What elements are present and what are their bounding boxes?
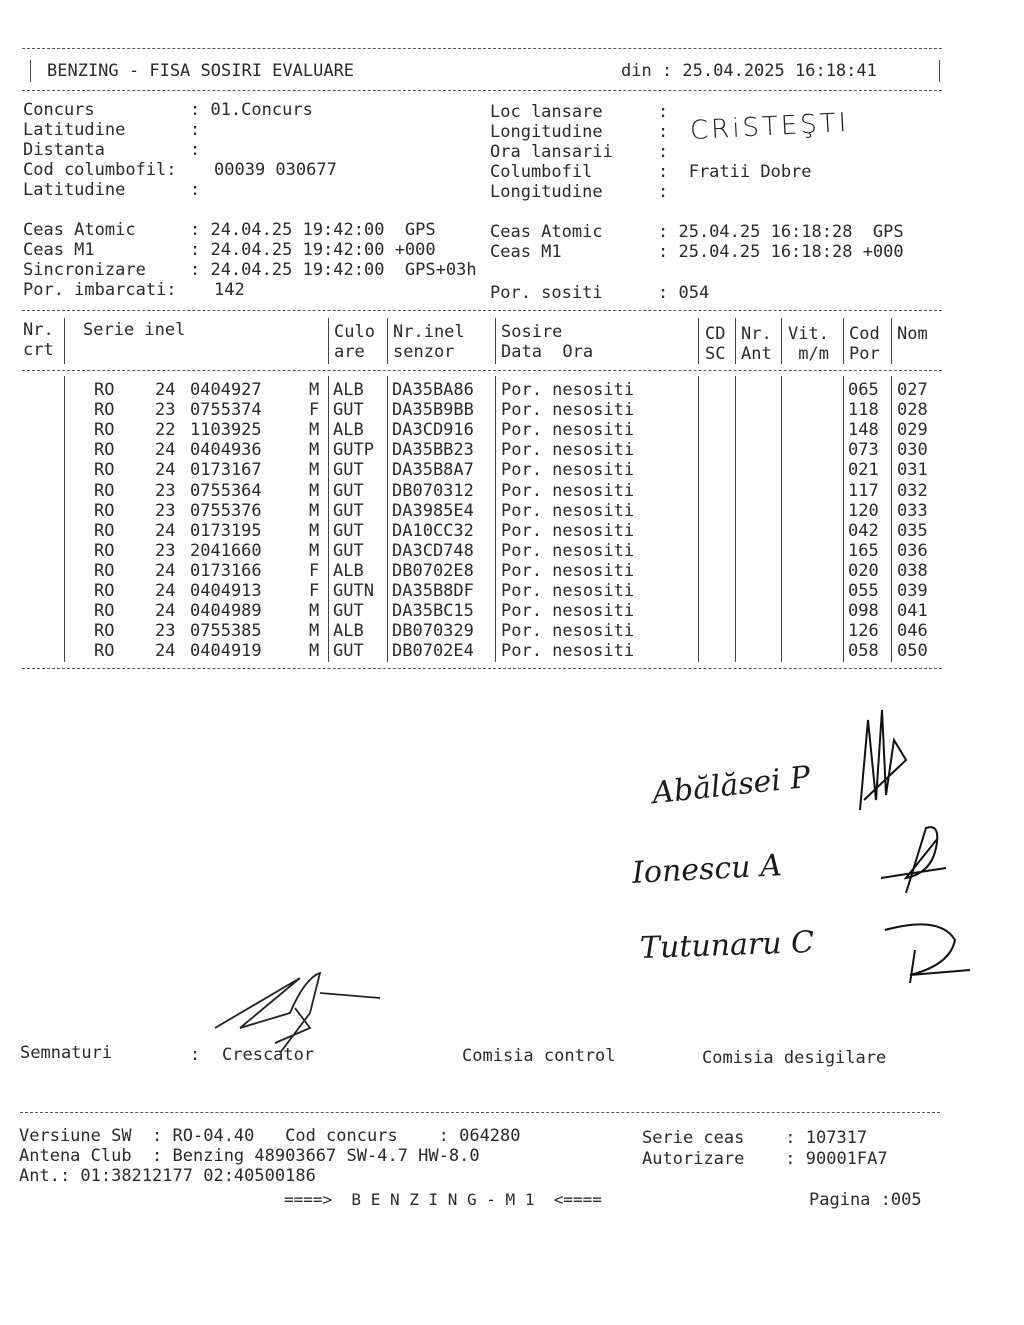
cell-ring-number: 0755385 — [190, 621, 262, 642]
cell-sex: M — [309, 500, 320, 521]
cell-ring-year: 24 — [155, 601, 176, 622]
cell-sensor-ring: DB0702E4 — [392, 641, 474, 662]
cell-ring-year: 23 — [155, 480, 176, 501]
top-border — [22, 48, 942, 49]
signature-scribble-2 — [876, 818, 956, 898]
cell-cod-por: 165 — [848, 540, 879, 561]
cell-cod-por: 117 — [848, 480, 879, 501]
cell-ring-country: RO — [94, 581, 115, 601]
footer-line-2-right: Autorizare : 90001FA7 — [642, 1149, 888, 1169]
cell-ring-number: 0755374 — [190, 400, 262, 421]
info-label: Loc lansare — [490, 102, 603, 122]
cell-arrival-status: Por. nesositi — [501, 520, 635, 541]
col-header-color: are — [334, 342, 365, 362]
cell-ring-country: RO — [94, 560, 115, 581]
cell-cod-por: 065 — [848, 380, 879, 400]
cell-arrival-status: Por. nesositi — [501, 400, 635, 421]
title-frame-left — [30, 60, 31, 82]
cell-sensor-ring: DA35BC15 — [392, 601, 474, 622]
cell-ring-number: 0173167 — [190, 460, 262, 481]
footer-line-2-left: Antena Club : Benzing 48903667 SW-4.7 HW-8.0 — [19, 1146, 480, 1166]
cell-nom: 050 — [897, 641, 928, 662]
cell-color: ALB — [333, 420, 364, 441]
cell-sensor-ring: DB0702E8 — [392, 560, 474, 581]
table-row — [0, 501, 1024, 521]
cell-ring-country: RO — [94, 460, 115, 481]
col-sep — [387, 318, 388, 364]
cell-sex: F — [309, 400, 320, 421]
col-sep — [891, 318, 892, 364]
footer-separator — [20, 1112, 940, 1113]
cell-cod-por: 118 — [848, 400, 879, 421]
cell-ring-year: 23 — [155, 540, 176, 561]
cell-ring-number: 0404936 — [190, 440, 262, 461]
cell-ring-country: RO — [94, 520, 115, 541]
footer-line-1-right: Serie ceas : 107317 — [642, 1128, 868, 1148]
table-top-border — [22, 310, 942, 311]
cell-ring-country: RO — [94, 641, 115, 662]
col-header-cdsc: CD — [705, 324, 726, 344]
table-row — [0, 460, 1024, 480]
cell-arrival-status: Por. nesositi — [501, 440, 635, 461]
cell-color: GUT — [333, 480, 364, 501]
col-sep — [495, 318, 496, 364]
clock-value: 142 — [214, 280, 245, 300]
cell-ring-year: 23 — [155, 400, 176, 421]
cell-nom: 033 — [897, 500, 928, 521]
cell-cod-por: 126 — [848, 621, 879, 642]
clock-value: : 054 — [658, 283, 710, 303]
info-label: Concurs — [23, 100, 95, 120]
table-row — [0, 420, 1024, 440]
cell-arrival-status: Por. nesositi — [501, 500, 635, 521]
cell-nom: 032 — [897, 480, 928, 501]
cell-cod-por: 148 — [848, 420, 879, 441]
table-row — [0, 541, 1024, 561]
clock-value: : 25.04.25 16:18:28 +000 — [658, 242, 904, 262]
cell-sex: F — [309, 581, 320, 601]
cell-ring-country: RO — [94, 601, 115, 622]
table-row — [0, 440, 1024, 460]
report-title: BENZING - FISA SOSIRI EVALUARE — [47, 61, 355, 81]
cell-sensor-ring: DB070329 — [392, 621, 474, 642]
cell-sex: M — [309, 601, 320, 622]
cell-color: ALB — [333, 560, 364, 581]
handwritten-name: Ionescu A — [631, 848, 783, 891]
cell-ring-number: 2041660 — [190, 540, 262, 561]
cell-arrival-status: Por. nesositi — [501, 601, 635, 622]
table-row — [0, 380, 1024, 400]
clock-label: Ceas M1 — [23, 240, 95, 260]
col-header-arrival: Data Ora — [501, 342, 594, 362]
cell-nom: 030 — [897, 440, 928, 461]
info-label: Distanta — [23, 140, 105, 160]
info-label: Cod columbofil: — [23, 160, 177, 180]
cell-nom: 038 — [897, 560, 928, 581]
handwritten-name: Abălăsei P — [650, 759, 813, 812]
col-sep — [781, 318, 782, 364]
cell-ring-year: 24 — [155, 560, 176, 581]
cell-ring-country: RO — [94, 380, 115, 400]
col-header-cod: Por — [849, 344, 880, 364]
col-header-sensor: Nr.inel — [393, 322, 465, 342]
cell-arrival-status: Por. nesositi — [501, 581, 635, 601]
cell-sensor-ring: DA35B9BB — [392, 400, 474, 421]
cell-arrival-status: Por. nesositi — [501, 460, 635, 481]
table-row — [0, 581, 1024, 601]
signature-scribble-3 — [880, 915, 975, 985]
col-sep — [698, 318, 699, 364]
clock-value: : 25.04.25 16:18:28 GPS — [658, 222, 904, 242]
col-header-speed: Vit. — [788, 324, 829, 344]
cell-ring-year: 22 — [155, 420, 176, 441]
col-header-speed: m/m — [788, 344, 829, 364]
cell-color: GUT — [333, 540, 364, 561]
col-header-nom: Nom — [897, 324, 928, 344]
signature-unseal-label: Comisia desigilare — [702, 1048, 887, 1068]
info-label: Latitudine — [23, 180, 126, 200]
cell-nom: 039 — [897, 581, 928, 601]
cell-arrival-status: Por. nesositi — [501, 540, 635, 561]
col-header-sensor: senzor — [393, 342, 455, 362]
cell-ring-number: 0404989 — [190, 601, 262, 622]
info-value: 00039 030677 — [214, 160, 337, 180]
cell-sex: F — [309, 560, 320, 581]
col-header-nrant: Ant — [741, 344, 772, 364]
cell-ring-country: RO — [94, 540, 115, 561]
clock-label: Por. sositi — [490, 283, 603, 303]
cell-ring-year: 24 — [155, 440, 176, 461]
cell-cod-por: 073 — [848, 440, 879, 461]
cell-sensor-ring: DA3CD916 — [392, 420, 474, 441]
info-value: : — [190, 180, 201, 200]
cell-ring-country: RO — [94, 420, 115, 441]
title-frame-right — [939, 60, 940, 82]
cell-color: GUT — [333, 500, 364, 521]
cell-ring-number: 0404913 — [190, 581, 262, 601]
cell-ring-country: RO — [94, 400, 115, 421]
cell-arrival-status: Por. nesositi — [501, 380, 635, 400]
clock-value: : 24.04.25 19:42:00 GPS+03h — [190, 260, 477, 280]
table-row — [0, 601, 1024, 621]
signatures-label: Semnaturi — [20, 1043, 113, 1063]
cell-sensor-ring: DA35BA86 — [392, 380, 474, 400]
cell-sex: M — [309, 460, 320, 481]
footer-banner: ====> B E N Z I N G - M 1 <==== — [284, 1190, 602, 1209]
info-value: : 01.Concurs — [190, 100, 313, 120]
report-datetime: din : 25.04.2025 16:18:41 — [621, 61, 877, 81]
cell-color: GUT — [333, 460, 364, 481]
cell-color: GUTP — [333, 440, 374, 461]
cell-cod-por: 055 — [848, 581, 879, 601]
cell-ring-year: 24 — [155, 380, 176, 400]
cell-sensor-ring: DA10CC32 — [392, 520, 474, 541]
clock-label: Ceas M1 — [490, 242, 562, 262]
cell-arrival-status: Por. nesositi — [501, 480, 635, 501]
table-row — [0, 561, 1024, 581]
col-sep — [735, 318, 736, 364]
cell-nom: 046 — [897, 621, 928, 642]
cell-ring-number: 0755376 — [190, 500, 262, 521]
info-value: : — [658, 182, 669, 202]
cell-cod-por: 120 — [848, 500, 879, 521]
cell-ring-number: 0404927 — [190, 380, 262, 400]
clock-label: Ceas Atomic — [490, 222, 603, 242]
clock-value: : 24.04.25 19:42:00 +000 — [190, 240, 436, 260]
cell-ring-country: RO — [94, 480, 115, 501]
cell-nom: 027 — [897, 380, 928, 400]
cell-arrival-status: Por. nesositi — [501, 560, 635, 581]
clock-label: Sincronizare — [23, 260, 146, 280]
cell-arrival-status: Por. nesositi — [501, 641, 635, 662]
table-row — [0, 641, 1024, 661]
cell-ring-year: 24 — [155, 520, 176, 541]
signature-breeder-label: Crescator — [222, 1045, 315, 1065]
cell-cod-por: 098 — [848, 601, 879, 622]
info-value: : — [658, 122, 669, 142]
cell-sensor-ring: DA3CD748 — [392, 540, 474, 561]
col-header-nr: Nr. — [23, 320, 54, 340]
cell-cod-por: 021 — [848, 460, 879, 481]
signatures-colon: : — [190, 1045, 201, 1065]
page-number: Pagina :005 — [809, 1190, 922, 1210]
clock-label: Por. imbarcati: — [23, 280, 177, 300]
clock-label: Ceas Atomic — [23, 220, 136, 240]
cell-cod-por: 058 — [848, 641, 879, 662]
info-value: : — [190, 120, 201, 140]
cell-cod-por: 042 — [848, 520, 879, 541]
cell-ring-number: 0173166 — [190, 560, 262, 581]
cell-sex: M — [309, 420, 320, 441]
cell-color: ALB — [333, 380, 364, 400]
cell-nom: 036 — [897, 540, 928, 561]
cell-ring-country: RO — [94, 621, 115, 642]
info-label: Ora lansarii — [490, 142, 613, 162]
info-value: : Fratii Dobre — [658, 162, 812, 182]
info-label: Latitudine — [23, 120, 126, 140]
cell-ring-year: 23 — [155, 500, 176, 521]
col-sep — [843, 318, 844, 364]
cell-sensor-ring: DB070312 — [392, 480, 474, 501]
col-header-cdsc: SC — [705, 344, 726, 364]
col-sep — [328, 318, 329, 364]
info-label: Columbofil — [490, 162, 593, 182]
clock-value: : 24.04.25 19:42:00 GPS — [190, 220, 436, 240]
cell-ring-year: 24 — [155, 460, 176, 481]
cell-color: GUT — [333, 641, 364, 662]
info-label: Longitudine — [490, 182, 603, 202]
cell-sex: M — [309, 480, 320, 501]
cell-sensor-ring: DA35B8A7 — [392, 460, 474, 481]
cell-ring-year: 24 — [155, 581, 176, 601]
signature-scribble-1 — [846, 700, 916, 820]
cell-nom: 041 — [897, 601, 928, 622]
table-header-border — [22, 370, 942, 371]
col-header-cod: Cod — [849, 324, 880, 344]
table-row — [0, 621, 1024, 641]
cell-ring-year: 24 — [155, 641, 176, 662]
cell-sex: M — [309, 621, 320, 642]
cell-nom: 031 — [897, 460, 928, 481]
cell-sex: M — [309, 540, 320, 561]
cell-color: GUT — [333, 400, 364, 421]
cell-cod-por: 020 — [848, 560, 879, 581]
table-row — [0, 521, 1024, 541]
col-header-color: Culo — [334, 322, 375, 342]
cell-arrival-status: Por. nesositi — [501, 420, 635, 441]
cell-sensor-ring: DA3985E4 — [392, 500, 474, 521]
col-header-nr: crt — [23, 340, 54, 360]
cell-sensor-ring: DA35BB23 — [392, 440, 474, 461]
cell-color: GUT — [333, 601, 364, 622]
cell-ring-number: 0404919 — [190, 641, 262, 662]
cell-color: ALB — [333, 621, 364, 642]
cell-sex: M — [309, 641, 320, 662]
cell-sex: M — [309, 380, 320, 400]
cell-nom: 029 — [897, 420, 928, 441]
cell-nom: 035 — [897, 520, 928, 541]
col-header-arrival: Sosire — [501, 322, 563, 342]
handwritten-location: CRiSTEŞTI — [689, 107, 850, 147]
col-sep — [64, 318, 65, 364]
title-bottom-border — [22, 90, 942, 91]
cell-sex: M — [309, 440, 320, 461]
table-bottom-border — [22, 668, 942, 669]
signature-control-label: Comisia control — [462, 1046, 616, 1066]
info-value: : — [190, 140, 201, 160]
cell-ring-country: RO — [94, 500, 115, 521]
cell-ring-year: 23 — [155, 621, 176, 642]
col-header-ring: Serie inel — [83, 320, 186, 340]
cell-ring-number: 1103925 — [190, 420, 262, 441]
cell-arrival-status: Por. nesositi — [501, 621, 635, 642]
cell-ring-number: 0173195 — [190, 520, 262, 541]
cell-ring-country: RO — [94, 440, 115, 461]
cell-color: GUT — [333, 520, 364, 541]
cell-ring-number: 0755364 — [190, 480, 262, 501]
info-label: Longitudine — [490, 122, 603, 142]
cell-sex: M — [309, 520, 320, 541]
cell-nom: 028 — [897, 400, 928, 421]
cell-sensor-ring: DA35B8DF — [392, 581, 474, 601]
handwritten-name: Tutunaru C — [639, 924, 815, 967]
table-row — [0, 400, 1024, 420]
col-header-nrant: Nr. — [741, 324, 772, 344]
cell-color: GUTN — [333, 581, 374, 601]
info-value: : — [658, 102, 669, 122]
info-value: : — [658, 142, 669, 162]
footer-line-3: Ant.: 01:38212177 02:40500186 — [19, 1166, 316, 1186]
footer-line-1-left: Versiune SW : RO-04.40 Cod concurs : 064280 — [19, 1126, 521, 1146]
table-row — [0, 481, 1024, 501]
